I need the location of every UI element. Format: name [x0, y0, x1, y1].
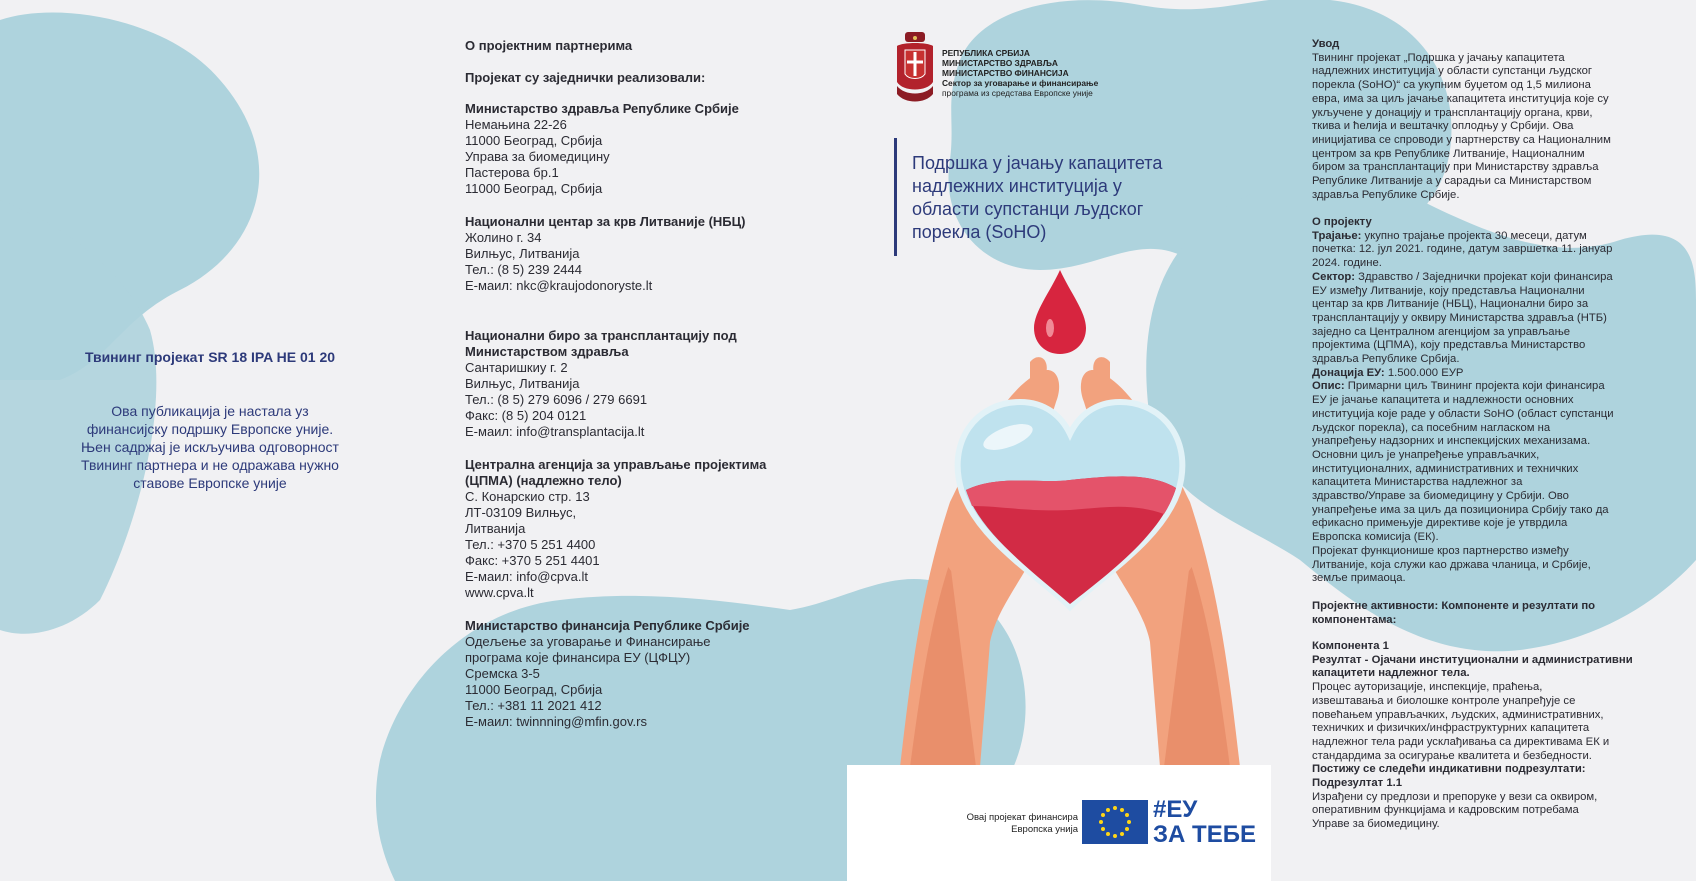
twinning-project-title: Твининг пројекат SR 18 IPA HE 01 20 — [84, 349, 336, 365]
partners-panel — [465, 0, 825, 881]
partner-block-transplant-bureau: Национални биро за трансплантацију под Министарством здравља Сантаришкиу г. 2 Вилњус, Литванија Тел.: (8 5) 279 6096 / 279 6691 Факс: (8 5) 204 0121 Е-маил: info@transplantacija.lt — [465, 328, 805, 440]
blood-drop-icon — [1034, 270, 1086, 354]
cover-title: Подршка у јачању капацитета надлежних институција у области супстанци људског порекла (SoHO) — [912, 153, 1163, 242]
activities-heading: Пројектне активности: Компоненте и резултати по компонентама: — [1312, 600, 1596, 626]
partners-heading: О пројектним партнерима — [465, 38, 633, 53]
eu-disclaimer: Ова публикација је настала уз финансијску подршку Европске уније. Њен садржај је искључива одговорност Твининг партнера и не одражава нужно ставове Европске уније — [81, 403, 339, 491]
partner-block-ministry-health: Министарство здравља Републике Србије Немањина 22-26 11000 Београд, Србија Управа за биомедицину Пастерова бр.1 11000 Београд, Србија — [465, 101, 739, 196]
intro-section: Увод Твининг пројекат „Подршка у јачању капацитета надлежних институција у области супстанци људског порекла (SoHO)“ са укупним буџетом од 1,5 милиона евра, има за циљ јачање капацитета институција које су укључене у донацију и трансплантацију органа, крви, ткива и ћелија и вештачку оплодњу у Србији. Ова иницијатива се спроводи у партнерству са Националним центром за крв Републике Литваније, Националним биром за трансплантацију при Министарству здравља Републике Литваније а у сарадњи са Министарством здравља Републике Србије. — [1312, 38, 1611, 201]
partners-intro: Пројекат су заједнички реализовали: — [465, 70, 706, 85]
project-info-panel — [1312, 0, 1662, 881]
partner-block-cpma: Централна агенција за управљање пројектима (ЦПМА) (надлежно тело) С. Конарскио стр. 13 ЛТ-03109 Вилњус, Литванија Тел.: +370 5 251 4400 Факс: +370 5 251 4401 Е-маил: info@cpva.lt www.cpva.lt — [465, 457, 805, 601]
website-link[interactable]: www.cpva.lt — [465, 585, 534, 600]
serbia-coat-of-arms-icon — [893, 30, 937, 110]
government-header: РЕПУБЛИКА СРБИЈА МИНИСТАРСТВО ЗДРАВЉА МИНИСТАРСТВО ФИНАНСИЈА Сектор за уговарање и финансирање програма из средстава Европске уније — [942, 48, 1099, 98]
component-section: Компонента 1 Резултат - Ојачани институционални и административни капацитети надлежног тела. Процес ауторизације, инспекције, праћења, извештавања и биолошке контроле унапређује се повећањем управљачких, људских, административних, техничких и физичких/инфраструктурних капацитета надлежног тела ради усклађивања са директивама ЕК и стандардима за осигурање квалитета и безбедности. Постижу се следећи индикативни подрезултати: Подрезултат 1.1 Израђени су предлози и препоруке у вези са оквиром, оперативним функцијама и кадровским потребама Управе за биомедицину. — [1312, 640, 1633, 831]
email-link[interactable]: Е-маил: info@transplantacija.lt — [465, 424, 645, 439]
eu-funded-text: Овај пројекат финансира Европска унија — [966, 812, 1078, 835]
email-link[interactable]: Е-маил: nkc@kraujodonoryste.lt — [465, 278, 653, 293]
email-link[interactable]: Е-маил: info@cpva.lt — [465, 569, 588, 584]
partner-block-ministry-finance: Министарство финансија Републике Србије Одељење за уговарање и Финансирање програма које финансира ЕУ (ЦФЦУ) Сремска 3-5 11000 Београд, Србија Тел.: +381 11 2021 412 Е-маил: twinnning@mfin.gov.rs — [465, 618, 805, 730]
back-panel — [0, 0, 420, 881]
about-section: О пројекту Трајање: укупно трајање пројекта 30 месеци, датум почетка: 12. јул 2021. године, датум завршетка 11. јануар 2024. године. Сектор: Здравство / Заједнички пројекат који финансира ЕУ између Литваније, коју представља Национални центар за крв Литваније (НБЦ), Национални биро за трансплантацију у оквиру Министарства здравља (НТБ) заједно са Централном агенцијом за управљање пројектима (ЦПМА), коју представља Министарство здравља Републике Србија. Донација ЕУ: 1.500.000 ЕУР Опис: Примарни циљ Твининг пројекта који финансира ЕУ је јачање капацитета и надлежности основних институција које раде у области SoHO (област супстанци људског порекла), са посебним нагласком на унапређењу надзорних и инспекцијских механизама. Основни циљ је унапређење управљачких, институционалних, административних и техничких капацитета Министарства надлежног за здравство/Управе за биомедицину у Србији. Ово унапређење има за циљ да позиционира Србију тако да ефикасно примењује директиве које је утврдила Европска комисија (ЕК). Пројекат функционише кроз партнерство између Литваније, која служи као држава чланица, и Србије, земље примаоца. — [1312, 216, 1614, 585]
title-accent-bar — [894, 138, 897, 256]
partner-block-blood-centre: Национални центар за крв Литваније (НБЦ) Жолино г. 34 Вилњус, Литванија Тел.: (8 5) 239 2444 Е-маил: nkc@kraujodonoryste.lt — [465, 214, 805, 294]
eu-slogan: #ЕУ ЗА ТЕБЕ — [1153, 796, 1256, 848]
email-link[interactable]: Е-маил: twinnning@mfin.gov.rs — [465, 714, 647, 729]
hands-holding-heart-illustration — [880, 262, 1260, 767]
eu-flag-icon — [1082, 800, 1148, 844]
